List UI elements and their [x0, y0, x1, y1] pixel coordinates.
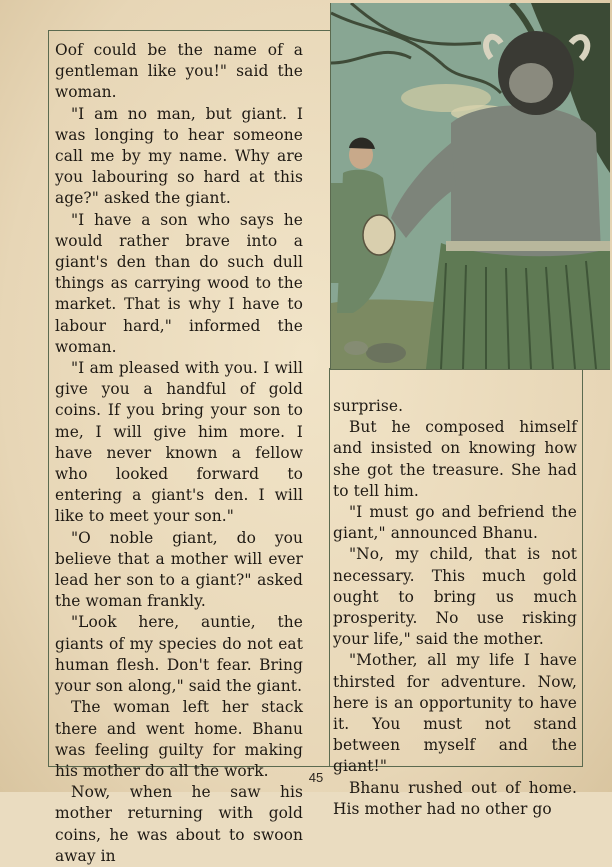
paragraph: The woman left her stack there and went home. Bhanu was feeling guilty for making his mother do all the work.	[55, 698, 303, 780]
left-text-column	[55, 40, 303, 867]
column-divider	[329, 368, 330, 767]
giant-and-woman-icon	[331, 3, 610, 369]
paragraph: "I have a son who says he would rather brave into a giant's den than do such dull things as carrying wood to the market. That is why I have to labour hard," informed the woman.	[55, 210, 303, 356]
right-text-column	[333, 396, 577, 820]
paragraph: "I must go and befriend the giant," announced Bhanu.	[333, 503, 577, 543]
paragraph: Bhanu rushed out of home. His mother had no other go	[333, 778, 577, 818]
paragraph: Oof could be the name of a gentleman like you!" said the woman.	[55, 41, 303, 102]
paragraph: "I am no man, but giant. I was longing to hear someone call me by my name. Why are you labouring so hard at this age?" asked the giant.	[55, 104, 303, 208]
page-number: 45	[308, 770, 324, 785]
paragraph: "No, my child, that is not necessary. This much gold ought to bring us much prosperity. No use risking your life," said the mother.	[333, 545, 577, 649]
paragraph: But he composed himself and insisted on knowing how she got the treasure. She had to tell him.	[333, 418, 577, 500]
paragraph: Now, when he saw his mother returning with gold coins, he was about to swoon away in	[55, 783, 303, 865]
paragraph: "O noble giant, do you believe that a mother will ever lead her son to a giant?" asked the woman frankly.	[55, 528, 303, 611]
paragraph: "Look here, auntie, the giants of my species do not eat human flesh. Don't fear. Bring your son along," said the giant.	[55, 613, 303, 696]
story-illustration	[330, 3, 610, 370]
paragraph: "I am pleased with you. I will give you a handful of gold coins. If you bring your son to me, I will give him more. I have never known a fellow who looked forward to entering a giant's den. I will like to meet your son."	[55, 359, 303, 526]
paragraph: "Mother, all my life I have thirsted for adventure. Now, here is an opportunity to have it. You must not stand between myself and the giant!"	[333, 651, 577, 776]
paragraph: surprise.	[333, 397, 404, 415]
